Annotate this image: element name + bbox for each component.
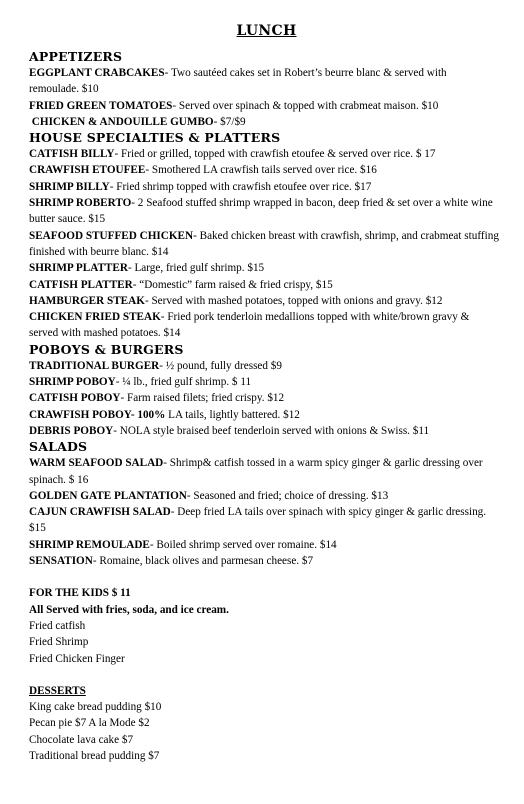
item-name: CAJUN CRAWFISH SALAD [29, 506, 171, 519]
list-item: King cake bread pudding $10 [29, 701, 162, 714]
kids-section [29, 585, 504, 666]
item-name: TRADITIONAL BURGER [29, 359, 160, 372]
item-name: SHRIMP PLATTER [29, 262, 128, 275]
menu-item [29, 423, 499, 439]
appetizers-section [29, 49, 504, 130]
item-desc: - Shrimp& catfish tossed in a warm spicy ginger & garlic dressing over spinach. $ 16 [29, 457, 483, 486]
list-item: Fried catfish [29, 619, 86, 632]
menu-item [29, 309, 499, 342]
menu-item [29, 260, 499, 276]
item-desc: - ½ pound, fully dressed $9 [159, 359, 282, 372]
salads-section [29, 439, 504, 569]
item-name: SEAFOOD STUFFED CHICKEN [29, 229, 194, 242]
item-name: FRIED GREEN TOMATOES [29, 99, 173, 112]
menu-item [29, 114, 499, 130]
kids-subheading: All Served with fries, soda, and ice cream. [29, 603, 229, 616]
item-name: SHRIMP BILLY [29, 180, 110, 193]
item-desc: - Two sautéed cakes set in Robert’s beurre blanc & served with remoulade. $10 [29, 67, 447, 96]
item-name: CHICKEN & ANDOUILLE GUMBO [29, 115, 214, 128]
item-name: DEBRIS POBOY [29, 424, 114, 437]
menu-item [29, 146, 499, 162]
menu-item [29, 390, 499, 406]
list-item: Fried Chicken Finger [29, 652, 125, 665]
item-desc: - 2 Seafood stuffed shrimp wrapped in bacon, deep fried & set over a white wine butter sauce. $15 [29, 197, 493, 226]
item-desc: - Romaine, black olives and parmesan cheese. $7 [92, 555, 314, 568]
item-desc: - ¼ lb., fried gulf shrimp. $ 11 [115, 376, 252, 389]
menu-item [29, 179, 499, 195]
house-specialties-section [29, 130, 504, 342]
item-name: SENSATION [29, 555, 93, 568]
item-desc: - Fried pork tenderloin medallions topped with white/brown gravy & served with mashed potatoes. $14 [29, 311, 470, 340]
item-name: EGGPLANT CRABCAKES [29, 67, 165, 79]
menu-item [29, 162, 499, 178]
menu-item [29, 277, 499, 293]
menu-item [29, 228, 499, 261]
menu-item [29, 98, 499, 114]
item-desc: - Fried or grilled, topped with crawfish etoufee & served over rice. $ 17 [114, 148, 436, 161]
item-desc: - Farm raised filets; fried crispy. $12 [120, 392, 285, 405]
menu-item [29, 537, 499, 553]
list-item: Fried Shrimp [29, 636, 89, 649]
item-name: SHRIMP REMOULADE [29, 538, 150, 551]
item-name: CRAWFISH ETOUFEE [29, 164, 146, 177]
list-item: Pecan pie $7 A la Mode $2 [29, 717, 150, 730]
page-title: LUNCH [236, 23, 297, 39]
section-heading-salads: SALADS [29, 439, 88, 455]
item-desc: - Smothered LA crawfish tails served over rice. $16 [145, 164, 377, 177]
item-desc: - Seasoned and fried; choice of dressing. $13 [186, 489, 389, 502]
item-desc: - Large, fried gulf shrimp. $15 [127, 262, 265, 275]
poboys-section [29, 342, 504, 439]
desserts-section [29, 683, 504, 764]
section-heading-house-specialties: HOUSE SPECIALTIES & PLATTERS [29, 130, 281, 146]
item-desc: - “Domestic” farm raised & fried crispy, $15 [132, 278, 333, 291]
menu-item [29, 65, 499, 98]
item-name: CATFISH BILLY [29, 148, 115, 161]
item-name: WARM SEAFOOD SALAD [29, 457, 164, 470]
item-name: GOLDEN GATE PLANTATION [29, 489, 187, 502]
section-heading-appetizers: APPETIZERS [29, 49, 123, 64]
item-name: CHICKEN FRIED STEAK [29, 311, 161, 324]
menu-item [29, 195, 499, 228]
item-name: CATFISH POBOY [29, 392, 121, 405]
item-name: SHRIMP ROBERTO [29, 197, 132, 210]
menu-item [29, 374, 499, 390]
item-desc: - Baked chicken breast with crawfish, shrimp, and crabmeat stuffing finished with beurre blanc. $14 [29, 229, 499, 258]
item-desc: - Served over spinach & topped with crabmeat maison. $10 [172, 99, 439, 112]
menu-item [29, 293, 499, 309]
section-heading-desserts: DESSERTS [29, 684, 86, 697]
item-desc: - NOLA style braised beef tenderloin served with onions & Swiss. $11 [113, 424, 430, 437]
list-item: Chocolate lava cake $7 [29, 733, 134, 746]
item-name: CATFISH PLATTER [29, 278, 133, 291]
item-name: SHRIMP POBOY [29, 376, 116, 389]
menu-item [29, 553, 499, 569]
menu-item [29, 504, 499, 537]
item-desc: - $7/$9 [213, 115, 246, 128]
section-heading-poboys: POBOYS & BURGERS [29, 341, 184, 357]
item-desc: LA tails, lightly battered. $12 [165, 408, 300, 421]
item-desc: - Boiled shrimp served over romaine. $14 [149, 538, 337, 551]
menu-item [29, 407, 499, 423]
item-desc: - Fried shrimp topped with crawfish etoufee over rice. $17 [109, 180, 372, 193]
item-desc: - Deep fried LA tails over spinach with spicy ginger & garlic dressing. $15 [29, 506, 487, 535]
menu-item [29, 358, 499, 374]
section-heading-kids: FOR THE KIDS $ 11 [29, 587, 131, 600]
menu-item [29, 488, 499, 504]
menu-item [29, 455, 499, 488]
item-name: CRAWFISH POBOY- 100% [29, 408, 166, 421]
item-desc: - Served with mashed potatoes, topped with onions and gravy. $12 [144, 294, 443, 307]
item-name: HAMBURGER STEAK [29, 294, 145, 307]
list-item: Traditional bread pudding $7 [29, 749, 160, 762]
